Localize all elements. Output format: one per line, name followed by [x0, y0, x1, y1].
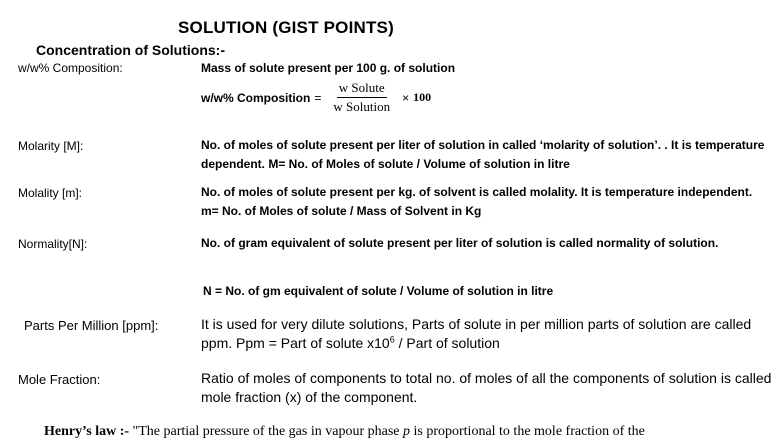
henry-law-symbol-p: p [403, 424, 410, 439]
desc-molarity: No. of moles of solute present per liter of solution in called ‘molarity of solution’. . It is temperature dependent. M= No. of Moles of solute / Volume of solution in litre [201, 138, 765, 171]
henry-law-label: Henry’s law :- [44, 424, 130, 439]
desc-normality: No. of gram equivalent of solute present per liter of solution is called normality of solution. [201, 236, 719, 250]
ww-denominator: w Solution [333, 99, 391, 114]
ww-numerator: w Solute [337, 80, 387, 98]
ww-formula-times: × [402, 90, 410, 105]
henry-law-text-start: "The partial pressure of the gas in vapour phase [129, 424, 403, 439]
desc-ppm-superscript: 6 [389, 334, 395, 345]
desc-mole-fraction: Ratio of moles of components to total no. of moles of all the components of solution is called mole fraction (x) of the component. [201, 370, 772, 405]
term-molality: Molality [m]: [18, 186, 83, 200]
term-ww-composition: w/w% Composition: [18, 61, 123, 75]
normality-formula: N = No. of gm equivalent of solute / Volume of solution in litre [203, 284, 554, 298]
desc-ppm [201, 315, 776, 353]
term-molarity: Molarity [M]: [18, 139, 84, 153]
desc-ww-composition: Mass of solute present per 100 g. of solution [201, 61, 456, 75]
henry-law-text [44, 424, 645, 440]
henry-law-text-end: is proportional to the mole fraction of the [410, 424, 645, 439]
desc-ppm-text: It is used for very dilute solutions, Parts of solute in per million parts of solution are called ppm. Ppm = Part of solute x10 [201, 316, 752, 351]
desc-ppm-text-end: / Part of solution [394, 335, 500, 351]
page-title: SOLUTION (GIST POINTS) [178, 18, 394, 37]
ww-formula-equals: = [314, 90, 322, 105]
ww-formula-lhs: w/w% Composition [201, 90, 311, 105]
term-ppm: Parts Per Million [ppm]: [24, 318, 159, 333]
section-heading: Concentration of Solutions:- [36, 42, 225, 58]
ww-fraction [331, 80, 392, 115]
term-mole-fraction: Mole Fraction: [18, 372, 101, 387]
ww-formula-factor: 100 [413, 90, 432, 104]
desc-molality: No. of moles of solute present per kg. of solvent is called molality. It is temperature independent. m= No. of Moles of solute / Mass of Solvent in Kg [201, 185, 753, 218]
ww-formula [201, 80, 431, 115]
term-normality: Normality[N]: [18, 237, 88, 251]
